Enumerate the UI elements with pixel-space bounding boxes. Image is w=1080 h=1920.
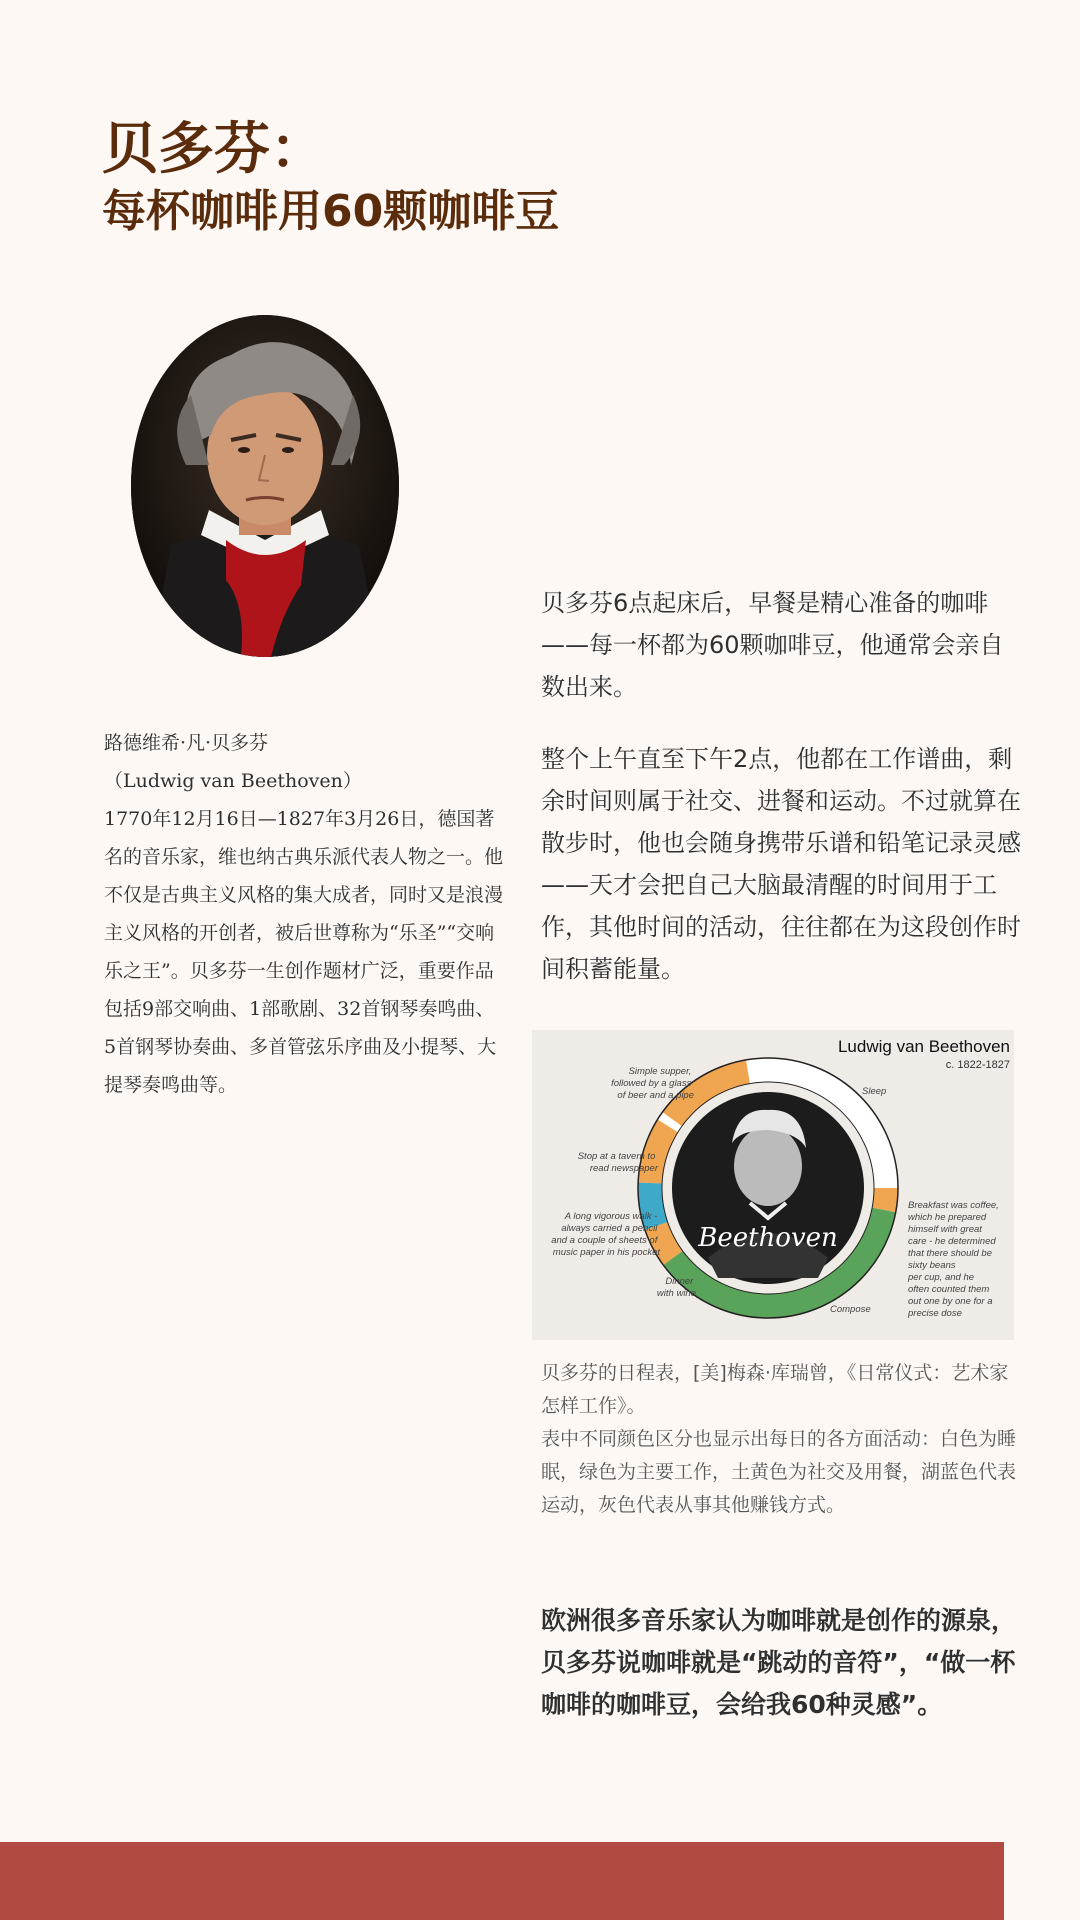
paragraph-routine: [541, 738, 1021, 990]
page-subtitle: 每杯咖啡用60颗咖啡豆: [102, 186, 560, 237]
chart-caption: [541, 1357, 1021, 1522]
schedule-signature: Beethoven: [698, 1223, 838, 1253]
label-sleep: Sleep: [862, 1086, 887, 1097]
ring-segment-breakfast: [884, 1188, 886, 1210]
schedule-title: Ludwig van Beethoven: [837, 1037, 1010, 1056]
page-title: 贝多芬：: [102, 117, 326, 182]
caption-legend: 表中不同颜色区分也显示出每日的各方面活动：白色为睡眠，绿色为主要工作，土黄色为社交及用餐，湖蓝色代表运动，灰色代表从事其他赚钱方式。: [541, 1428, 1017, 1516]
bio-name-en: （Ludwig van Beethoven）: [104, 770, 362, 792]
label-supper: Simple supper, followed by a glass of beer and a pipe: [611, 1066, 694, 1101]
paragraph-breakfast: [541, 582, 1021, 708]
footer-bar: [0, 1842, 1004, 1920]
label-dinner: Dinner with wine: [656, 1276, 696, 1299]
daily-schedule-chart: [532, 1030, 1014, 1340]
closing-text: 欧洲很多音乐家认为咖啡就是创作的源泉，贝多芬说咖啡就是“跳动的音符”，“做一杯咖啡的咖啡豆，会给我60种灵感”。: [541, 1606, 1017, 1719]
bio-name: 路德维希·凡·贝多芬: [104, 732, 269, 754]
biography: [104, 724, 504, 1104]
beethoven-portrait: [131, 315, 399, 657]
label-compose: Compose: [830, 1304, 871, 1315]
paragraph-text: 整个上午直至下午2点，他都在工作谱曲，剩余时间则属于社交、进餐和运动。不过就算在散步时，他也会随身携带乐谱和铅笔记录灵感——天才会把自己大脑最清醒的时间用于工作，其他时间的活动，往往都在为这段创作时间积蓄能量。: [541, 745, 1021, 983]
bio-text: 1770年12月16日—1827年3月26日，德国著名的音乐家，维也纳古典乐派代表人物之一。他不仅是古典主义风格的集大成者，同时又是浪漫主义风格的开创者，被后世尊称为“乐圣”“交响乐之王”。贝多芬一生创作题材广泛，重要作品包括9部交响曲、1部歌剧、32首钢琴奏鸣曲、5首钢琴协奏曲、多首管弦乐序曲及小提琴、大提琴奏鸣曲等。: [104, 808, 504, 1096]
label-walk: A long vigorous walk - always carried a pencil and a couple of sheets of music paper in his pocket: [551, 1211, 660, 1258]
label-breakfast: Breakfast was coffee, which he prepared himself with great care - he determined that there should be sixty beans per cup, and he often counted them out one by one for a precise dose: [908, 1200, 999, 1319]
label-tavern: Stop at a tavern to read newspaper: [577, 1151, 658, 1174]
caption-source: 贝多芬的日程表，[美]梅森·库瑞曾，《日常仪式：艺术家怎样工作》。: [541, 1362, 1009, 1417]
paragraph-text: 贝多芬6点起床后，早餐是精心准备的咖啡——每一杯都为60颗咖啡豆，他通常会亲自数出来。: [541, 589, 1004, 701]
closing-paragraph: [541, 1600, 1031, 1726]
schedule-years: c. 1822-1827: [945, 1059, 1010, 1071]
